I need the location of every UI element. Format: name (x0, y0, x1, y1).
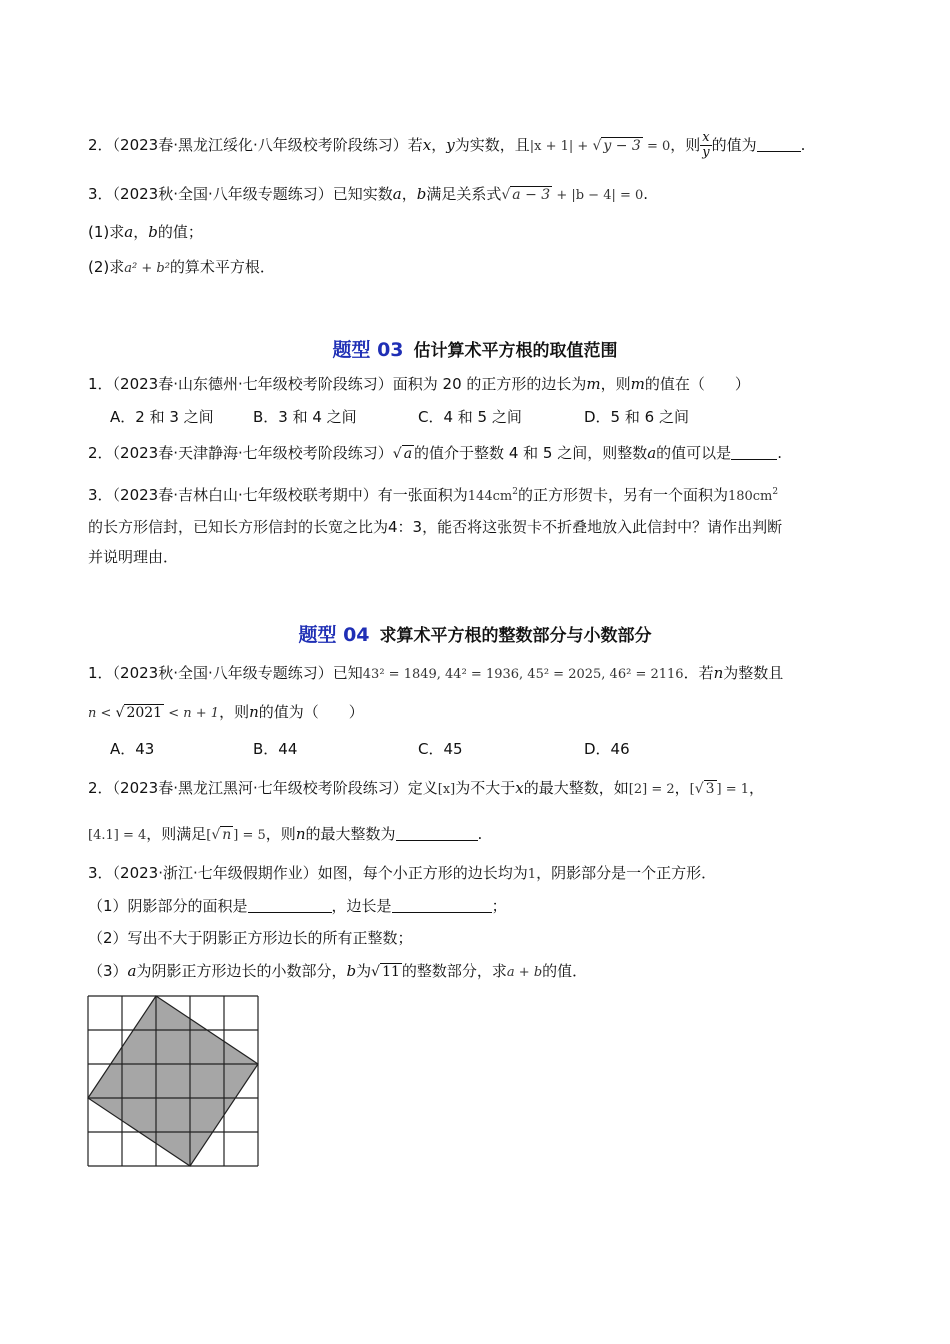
radicand: 11 (382, 964, 400, 980)
question-number: 3． (88, 864, 113, 882)
section-heading-04 (0, 620, 950, 647)
question-text: ．若 (683, 664, 714, 682)
punct: . (477, 825, 483, 843)
question-source: （2023·浙江·七年级假期作业） (112, 864, 318, 882)
var-b: b (148, 223, 158, 241)
question-text: 的值介于整数 4 和 5 之间，则整数 (414, 444, 648, 462)
question-text: 的值在（ ） (644, 375, 750, 393)
question-text: ，阴影部分是一个正方形． (536, 864, 717, 882)
question-1-line (88, 373, 750, 395)
equation-end: = 0 (642, 139, 671, 154)
question-text: 的算术平方根． (169, 258, 275, 276)
equation (501, 188, 643, 203)
punct: . (800, 136, 806, 154)
superscript: 2 (772, 487, 779, 497)
var-x: x (515, 779, 524, 797)
question-text: 为整数且 (723, 664, 784, 682)
question-text: 的整数部分，求 (401, 962, 507, 980)
equation-rest: + |b − 4| = 0 (552, 188, 644, 203)
area-value: 144cm (467, 489, 513, 504)
superscript: 2 (512, 487, 518, 497)
question-text: ，则 (600, 375, 631, 393)
floor-example (690, 782, 749, 797)
var-b: b (346, 962, 357, 980)
question-source: （2023秋·全国·八年级专题练习） (112, 664, 333, 682)
question-3-line (88, 862, 716, 886)
answer-blank[interactable] (731, 445, 777, 460)
question-number: 1． (88, 664, 113, 682)
question-1-line (88, 662, 783, 686)
fraction-denominator: y (702, 145, 710, 160)
question-text: 为不大于 (455, 779, 516, 797)
option-d[interactable]: D．46 (584, 740, 630, 758)
question-source: （2023春·天津静海·七年级校考阶段练习） (112, 444, 393, 462)
answer-blank-area[interactable] (248, 898, 332, 913)
subquestion-label: (2)求 (88, 258, 125, 276)
question-2-line (88, 131, 805, 160)
question-number: 2． (88, 779, 113, 797)
question-text: 的值可以是 (656, 444, 732, 462)
answer-blank[interactable] (396, 826, 478, 841)
var-a: a (392, 185, 402, 203)
question-text: 为实数，且 (454, 136, 530, 154)
question-text: 的值． (542, 962, 588, 980)
var-a: a (127, 962, 137, 980)
subquestion-2: （2）写出不大于阴影正方形边长的所有正整数； (88, 929, 413, 947)
inequality-left: n < (88, 706, 116, 721)
shaded-square (88, 996, 258, 1166)
floor-example: [2] = 2 (628, 782, 675, 797)
var-m: m (586, 375, 601, 393)
floor-definition: [x] (437, 782, 456, 797)
square-facts: 43² = 1849, 44² = 1936, 45² = 2025, 46² = 2116 (362, 667, 684, 682)
floor-example: [4.1] = 4 (88, 828, 147, 843)
question-text: 面积为 20 的正方形的边长为 (392, 375, 587, 393)
question-text: ，则 (670, 136, 701, 154)
punct: . (643, 185, 649, 203)
punct: . (777, 444, 782, 462)
radicand: a − 3 (512, 187, 551, 203)
sqrt-expression: √ a − 3 (501, 187, 551, 203)
var-b: b (416, 185, 427, 203)
question-number: 2． (88, 136, 113, 154)
punct: ， (401, 185, 417, 203)
option-c[interactable]: C．4 和 5 之间 (418, 408, 522, 426)
question-2-line-2 (88, 823, 482, 847)
area-value: 180cm (727, 489, 773, 504)
punct: ， (431, 136, 447, 154)
subquestion-2 (88, 256, 275, 280)
sqrt-expression: √ 3 (694, 781, 715, 797)
question-text-line: 并说明理由． (88, 548, 179, 566)
section-tag: 题型 04 (298, 624, 370, 646)
radicand: a (403, 446, 413, 462)
question-text: 的正方形贺卡，另有一个面积为 (517, 486, 728, 504)
var-x: x (422, 136, 432, 154)
question-source: （2023春·山东德州·七年级校考阶段练习） (112, 375, 393, 393)
equation (530, 139, 671, 154)
question-text: 如图，每个小正方形的边长均为 (317, 864, 528, 882)
question-text: 的值为（ ） (258, 703, 364, 721)
question-number: 3． (88, 185, 113, 203)
radicand: y − 3 (603, 138, 641, 154)
sqrt-expression: √ 2021 (115, 705, 163, 721)
section-heading-03 (0, 335, 950, 362)
option-a[interactable]: A．2 和 3 之间 (110, 408, 214, 426)
question-2-line (88, 442, 782, 465)
expression: a² + b² (124, 261, 170, 276)
question-text: 已知实数 (332, 185, 393, 203)
question-text: ，则 (219, 703, 250, 721)
question-number: 1． (88, 375, 113, 393)
var-n: n (295, 825, 306, 843)
question-source: （2023春·吉林白山·七年级校联考期中） (112, 486, 378, 504)
sqrt-expression: √ a (392, 446, 413, 462)
section-title: 估计算术平方根的取值范围 (413, 341, 618, 361)
punct: ； (491, 897, 507, 915)
option-b[interactable]: B．3 和 4 之间 (253, 408, 357, 426)
answer-blank-side[interactable] (392, 898, 492, 913)
fraction-numerator: x (702, 130, 710, 145)
sqrt-expression: √ y − 3 (592, 138, 641, 154)
radicand: n (222, 827, 232, 843)
var-y: y (446, 136, 455, 154)
bracket: [ (689, 782, 695, 797)
question-source: （2023春·黑龙江绥化·八年级校考阶段练习） (112, 136, 408, 154)
question-source: （2023秋·全国·八年级专题练习） (112, 185, 333, 203)
radicand: 2021 (126, 705, 163, 721)
question-text: 的最大整数，如 (523, 779, 629, 797)
section-title: 求算术平方根的整数部分与小数部分 (379, 626, 652, 646)
subquestion-1 (88, 221, 203, 243)
punct: ， (674, 779, 690, 797)
option-a[interactable]: A．43 (110, 740, 155, 758)
option-b[interactable]: B．44 (253, 740, 298, 758)
radicand: 3 (705, 781, 715, 797)
punct: ， (133, 223, 149, 241)
grid-figure (87, 995, 261, 1169)
question-text: 满足关系式 (426, 185, 502, 203)
var-m: m (630, 375, 645, 393)
question-number: 2． (88, 444, 113, 462)
var-a: a (647, 444, 657, 462)
expression: a + b (506, 965, 543, 980)
subquestion-label: (1)求 (88, 223, 125, 241)
equation-abs-part: |x + 1| + (529, 139, 593, 154)
section-tag: 题型 03 (332, 339, 404, 361)
question-text: 为 (356, 962, 372, 980)
floor-condition (206, 828, 266, 843)
question-text: 定义 (407, 779, 438, 797)
subquestion-3 (88, 960, 587, 984)
option-c[interactable]: C．45 (418, 740, 463, 758)
bracket-result: ] = 5 (233, 828, 266, 843)
var-a: a (124, 223, 134, 241)
var-n: n (249, 703, 259, 721)
question-source: （2023春·黑龙江黑河·七年级校考阶段练习） (112, 779, 408, 797)
question-number: 3． (88, 486, 113, 504)
question-text: ，边长是 (331, 897, 392, 915)
inequality-right: < n + 1 (164, 706, 220, 721)
answer-blank[interactable] (757, 137, 801, 152)
question-text: 的最大整数为 (305, 825, 396, 843)
question-text: 为阴影正方形边长的小数部分， (136, 962, 347, 980)
question-text: 有一张面积为 (377, 486, 468, 504)
question-text: 的值； (157, 223, 203, 241)
fraction-x-over-y (700, 131, 711, 160)
question-text: 若 (407, 136, 423, 154)
punct: ， (749, 779, 765, 797)
question-3-line (88, 481, 778, 508)
question-text: ，则满足 (146, 825, 207, 843)
question-2-line (88, 777, 764, 801)
var-n: n (713, 664, 724, 682)
subquestion-1 (88, 895, 507, 917)
question-text: ，则 (265, 825, 296, 843)
option-d[interactable]: D．5 和 6 之间 (584, 408, 689, 426)
unit-length: 1 (527, 867, 537, 882)
question-text-line: 的长方形信封，已知长方形信封的长宽之比为4：3，能否将这张贺卡不折叠地放入此信封中？请作出判断 (88, 518, 783, 536)
question-text: （3） (88, 962, 128, 980)
sqrt-expression: √ 11 (371, 964, 400, 980)
question-3-line (88, 183, 648, 207)
question-text: 的值为 (711, 136, 757, 154)
bracket-result: ] = 1 (716, 782, 750, 797)
bracket: [ (206, 828, 212, 843)
question-text: 已知 (332, 664, 363, 682)
question-text: （1）阴影部分的面积是 (88, 897, 248, 915)
question-1-line-2 (88, 701, 364, 725)
sqrt-expression: √ n (211, 827, 232, 843)
